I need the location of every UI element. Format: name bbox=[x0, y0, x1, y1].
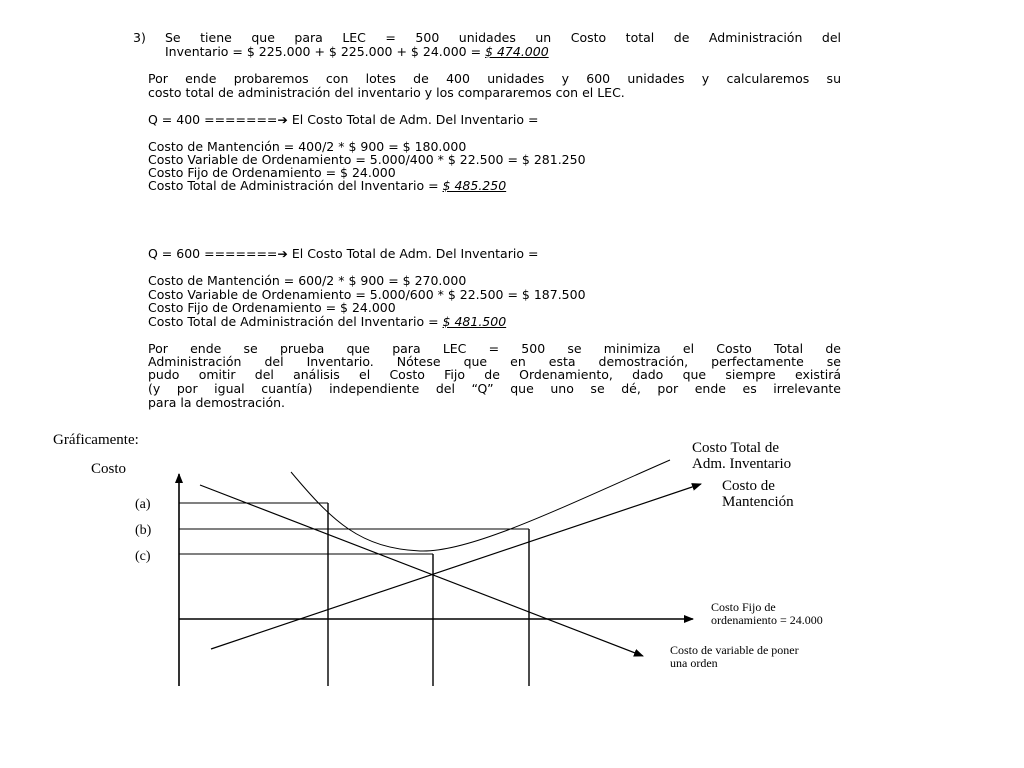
label-line: Costo de variable de poner bbox=[670, 643, 799, 657]
paragraph-line: Por ende probaremos con lotes de 400 unidades y 600 unidades y calcularemos su bbox=[148, 71, 841, 86]
conclusion-line: pudo omitir del análisis el Costo Fijo de Ordenamiento, dado que siempre existirá bbox=[148, 367, 841, 382]
text-segment: Inventario = $ 225.000 + $ 225.000 + $ 24.000 = bbox=[165, 44, 486, 59]
label-line: ordenamiento = 24.000 bbox=[711, 613, 823, 627]
underlined-total: $ 481.500 bbox=[442, 314, 507, 329]
paragraph-line: Se tiene que para LEC = 500 unidades un Costo total de Administración del bbox=[165, 30, 841, 45]
label-line: Costo Total de bbox=[692, 440, 780, 456]
fixed-cost-label bbox=[711, 601, 823, 627]
total-cost-curve bbox=[291, 460, 670, 551]
conclusion-line: para la demostración. bbox=[148, 395, 286, 410]
q600-fixed-cost: Costo Fijo de Ordenamiento = $ 24.000 bbox=[148, 300, 396, 315]
item-number: 3) bbox=[133, 30, 146, 45]
variable-cost-label bbox=[670, 644, 799, 670]
conclusion-line: Administración del Inventario. Nótese que en esta demostración, perfectamente se bbox=[148, 354, 841, 369]
q400-holding-cost: Costo de Mantención = 400/2 * $ 900 = $ 180.000 bbox=[148, 139, 467, 154]
level-c-label: (c) bbox=[135, 549, 151, 564]
underlined-total: $ 474.000 bbox=[485, 44, 549, 59]
q400-variable-cost: Costo Variable de Ordenamiento = 5.000/400 * $ 22.500 = $ 281.250 bbox=[148, 152, 586, 167]
q600-header: Q = 600 =======➔ El Costo Total de Adm. Del Inventario = bbox=[148, 246, 539, 261]
text-segment: Costo Total de Administración del Inventario = bbox=[148, 178, 443, 193]
level-b-label: (b) bbox=[135, 523, 152, 538]
q600-holding-cost: Costo de Mantención = 600/2 * $ 900 = $ 270.000 bbox=[148, 273, 467, 288]
conclusion-line: (y por igual cuantía) independiente del “Q” que uno se dé, por ende es irrelevante bbox=[148, 381, 841, 396]
paragraph-line: costo total de administración del inventario y los compararemos con el LEC. bbox=[148, 85, 625, 100]
level-a-label: (a) bbox=[135, 497, 151, 512]
y-axis-label: Costo bbox=[91, 461, 127, 477]
holding-cost-label bbox=[722, 478, 794, 510]
label-line: una orden bbox=[670, 656, 718, 670]
q600-variable-cost: Costo Variable de Ordenamiento = 5.000/600 * $ 22.500 = $ 187.500 bbox=[148, 287, 586, 302]
label-line: Costo Fijo de bbox=[711, 600, 776, 614]
label-line: Adm. Inventario bbox=[692, 456, 792, 472]
graph-heading: Gráficamente: bbox=[53, 432, 139, 448]
label-line: Mantención bbox=[722, 494, 794, 510]
holding-cost-line bbox=[211, 484, 701, 649]
conclusion-line: Por ende se prueba que para LEC = 500 se minimiza el Costo Total de bbox=[148, 341, 841, 356]
text-segment: Costo Total de Administración del Inventario = bbox=[148, 314, 443, 329]
underlined-total: $ 485.250 bbox=[442, 178, 507, 193]
total-cost-label bbox=[692, 440, 791, 472]
q400-header: Q = 400 =======➔ El Costo Total de Adm. Del Inventario = bbox=[148, 112, 539, 127]
label-line: Costo de bbox=[722, 478, 775, 494]
q400-fixed-cost: Costo Fijo de Ordenamiento = $ 24.000 bbox=[148, 165, 396, 180]
